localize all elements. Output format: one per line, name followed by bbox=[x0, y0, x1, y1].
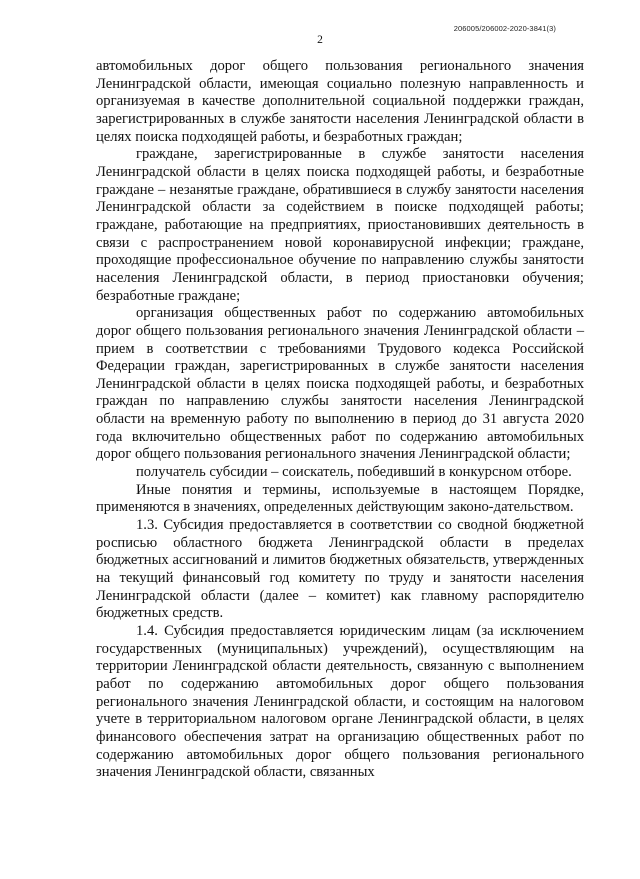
paragraph-definition-organization: организация общественных работ по содержанию автомобильных дорог общего пользования регионального значения Ленинградской области – прием в соответствии с требованиями Трудового кодекса Российской Федерации граждан, зарегистрированных в службе занятости населения Ленинградской области в целях поиска подходящей работы, и безработных граждан по направлению службы занятости населения Ленинградской области на временную работу по выполнению в период до 31 августа 2020 года включительно общественных работ по содержанию автомобильных дорог общего пользования регионального значения Ленинградской области; bbox=[96, 305, 584, 463]
document-body bbox=[96, 58, 584, 782]
paragraph-definition-citizens: граждане, зарегистрированные в службе занятости населения Ленинградской области в целях поиска подходящей работы, и безработные граждане – незанятые граждане, обратившиеся в службу занятости населения Ленинградской области за содействием в поиске подходящей работы; граждане, работающие на предприятиях, приостановивших деятельность в связи с распространением новой коронавирусной инфекции; граждане, проходящие профессиональное обучение по направлению службы занятости населения Ленинградской области, в период приостановки обучения; безработные граждане; bbox=[96, 146, 584, 304]
paragraph-definition-recipient: получатель субсидии – соискатель, победивший в конкурсном отборе. bbox=[136, 464, 572, 481]
document-number: 206005/206002-2020-3841(3) bbox=[453, 24, 556, 33]
paragraph-other-terms: Иные понятия и термины, используемые в настоящем Порядке, применяются в значениях, определенных действующим законо-дательством. bbox=[96, 481, 584, 516]
page-number: 2 bbox=[317, 34, 323, 46]
paragraph-clause-1-3: 1.3. Субсидия предоставляется в соответствии со сводной бюджетной росписью областного бюджета Ленинградской области в пределах бюджетных ассигнований и лимитов бюджетных обязательств, утвержденных на текущий финансовый год комитету по труду и занятости населения Ленинградской области (далее – комитет) как главному распорядителю бюджетных средств. bbox=[96, 517, 584, 622]
paragraph-definition-public-works-cont: автомобильных дорог общего пользования регионального значения Ленинградской области, имеющая социально полезную направленность и организуемая в качестве дополнительной социальной поддержки граждан, зарегистрированных в службе занятости населения Ленинградской области в целях поиска подходящей работы, и безработных граждан; bbox=[96, 58, 584, 145]
paragraph-clause-1-4: 1.4. Субсидия предоставляется юридическим лицам (за исключением государственных (муниципальных) учреждений), осуществляющим на территории Ленинградской области деятельность, связанную с выполнением работ по содержанию автомобильных дорог общего пользования регионального значения Ленинградской области, и состоящим на налоговом учете в территориальном налоговом органе Ленинградской области, в целях финансового обеспечения затрат на организацию общественных работ по содержанию автомобильных дорог общего пользования регионального значения Ленинградской области, связанных bbox=[96, 623, 584, 781]
